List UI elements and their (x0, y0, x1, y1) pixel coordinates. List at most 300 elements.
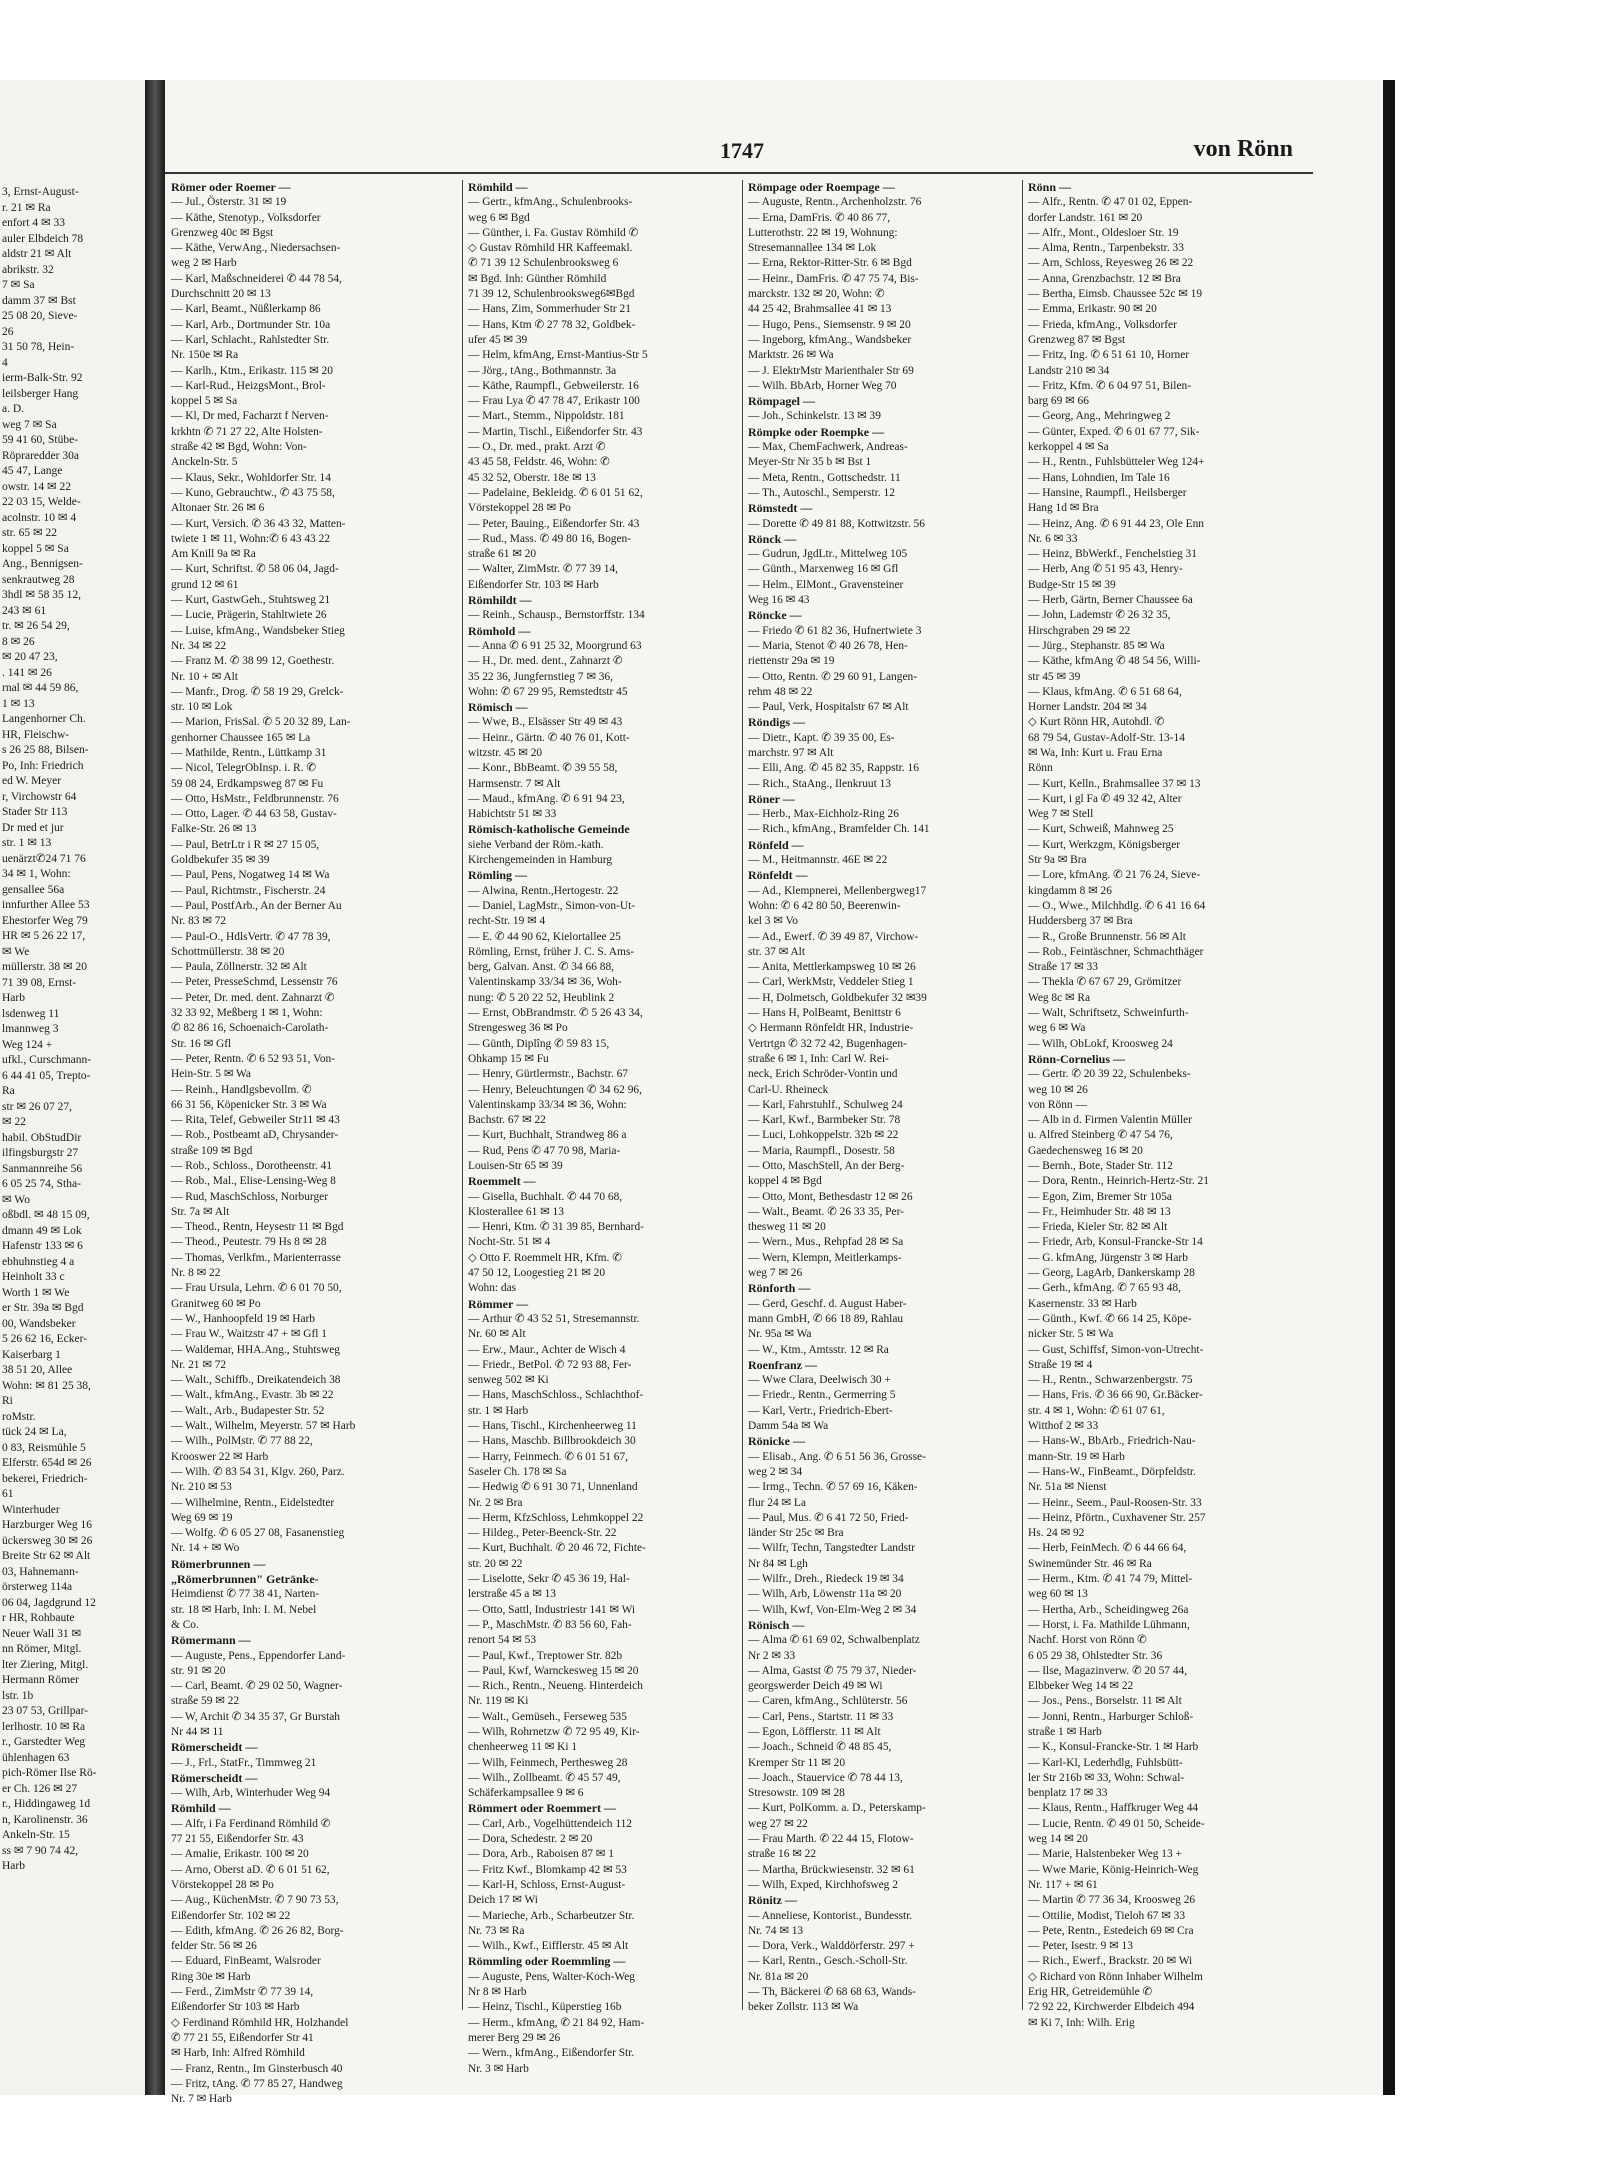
directory-line: — Irmg., Techn. ✆ 57 69 16, Käken- (748, 1481, 918, 1494)
directory-line: Nr 84 ✉ Lgh (748, 1557, 808, 1570)
directory-line: Huddersberg 37 ✉ Bra (1028, 915, 1133, 928)
directory-line: — Kurt, GastwGeh., Stuhtsweg 21 (171, 594, 331, 607)
directory-line: — Karl, Arb., Dortmunder Str. 10a (171, 318, 331, 331)
directory-line: Wohn: das (468, 1282, 517, 1295)
directory-line: — Caren, kfmAng., Schlüterstr. 56 (748, 1695, 908, 1708)
page-number: 1747 (720, 138, 764, 163)
directory-line: — Wilh, Exped, Kirchhofsweg 2 (748, 1878, 898, 1891)
directory-line: Granitweg 60 ✉ Po (171, 1297, 261, 1310)
directory-line: — W., Hanhoopfeld 19 ✉ Harb (171, 1312, 315, 1325)
directory-line: georgswerder Deich 49 ✉ Wi (748, 1680, 883, 1693)
left-page-line: . 141 ✉ 26 (2, 666, 52, 679)
directory-line: — Eduard, FinBeamt, Walsroder (171, 1955, 321, 1968)
directory-line: — Georg, LagArb, Dankerskamp 28 (1028, 1267, 1195, 1280)
directory-line: — Walt., kfmAng., Evastr. 3b ✉ 22 (171, 1389, 334, 1402)
directory-line: Harmsenstr. 7 ✉ Alt (468, 777, 561, 790)
directory-line: — Paul-O., HdlsVertr. ✆ 47 78 39, (171, 930, 331, 943)
directory-line: Nr. 14 + ✉ Wo (171, 1542, 240, 1555)
directory-line: — O., Dr. med., prakt. Arzt ✆ (468, 441, 606, 454)
directory-line: nicker Str. 5 ✉ Wa (1028, 1328, 1114, 1341)
directory-line: — Manfr., Drog. ✆ 58 19 29, Grelck- (171, 685, 344, 698)
directory-line: — Hans H, PolBeamt, Benittstr 6 (748, 1007, 901, 1020)
left-page-line: lmannweg 3 (2, 1023, 59, 1035)
directory-line: Deich 17 ✉ Wi (468, 1894, 538, 1907)
directory-line: weg 2 ✉ 34 (748, 1465, 803, 1478)
left-page-line: ilfingsburgstr 27 (2, 1147, 79, 1159)
directory-line: — Martin ✆ 77 36 34, Kroosweg 26 (1028, 1894, 1196, 1907)
directory-line: — Wolfg. ✆ 6 05 27 08, Fasanenstieg (171, 1527, 345, 1540)
directory-line: Römpage oder Roempage — (748, 180, 895, 194)
left-page-line: ✉ Wo (2, 1193, 30, 1206)
directory-line: marckstr. 132 ✉ 20, Wohn: ✆ (748, 288, 885, 301)
left-page-line: auler Elbdeich 78 (2, 232, 84, 245)
directory-line: — Carl, Arb., Vogelhüttendeich 112 (468, 1817, 632, 1830)
left-page-line: 26 (2, 325, 14, 338)
left-page-line: 0 83, Reismühle 5 (2, 1441, 86, 1454)
directory-line: — Wilh, Rohrnetzw ✆ 72 95 49, Kir- (468, 1725, 640, 1738)
directory-line: — Rud, Pens ✆ 47 70 98, Maria- (468, 1144, 621, 1157)
directory-line: Nr. 60 ✉ Alt (468, 1328, 526, 1341)
directory-line: — Ad., Ewerf. ✆ 39 49 87, Virchow- (748, 930, 919, 943)
directory-line: 72 92 22, Kirchwerder Elbdeich 494 (1028, 2001, 1195, 2014)
directory-line: kel 3 ✉ Vo (748, 915, 798, 928)
directory-line: — Hildeg., Peter-Beenck-Str. 22 (468, 1527, 617, 1540)
directory-line: — Hans, Ktm ✆ 27 78 32, Goldbek- (468, 318, 636, 331)
directory-line: — Edith, kfmAng. ✆ 26 26 82, Borg- (171, 1924, 344, 1937)
directory-line: Nr. 83 ✉ 72 (171, 915, 227, 928)
directory-line: — Henri, Ktm. ✆ 31 39 85, Bernhard- (468, 1221, 644, 1234)
directory-line: — Rob., Schloss., Dorotheenstr. 41 (171, 1160, 333, 1172)
directory-line: — Luise, kfmAng., Wandsbeker Stieg (171, 624, 345, 637)
directory-line: — Kurt, PolKomm. a. D., Peterskamp- (748, 1802, 926, 1815)
directory-line: — Gertr. ✆ 20 39 22, Schulenbeks- (1028, 1068, 1191, 1081)
directory-line: — Reinh., Schausp., Bernstorffstr. 134 (468, 609, 645, 622)
left-page-line: abrikstr. 32 (2, 263, 54, 276)
directory-line: genhorner Chaussee 165 ✉ La (171, 731, 311, 744)
directory-line: — Frau Ursula, Lehrn. ✆ 6 01 70 50, (171, 1282, 342, 1295)
directory-line: — Karl, Fahrstuhlf., Schulweg 24 (748, 1098, 903, 1111)
directory-line: chenheerweg 11 ✉ Ki 1 (468, 1741, 578, 1754)
directory-line: — Anita, Mettlerkampsweg 10 ✉ 26 (748, 961, 916, 974)
directory-line: — Arthur ✆ 43 52 51, Stresemannstr. (468, 1312, 640, 1325)
directory-line: — Walt., Arb., Budapester Str. 52 (171, 1404, 325, 1417)
left-page-line: leilsberger Hang (2, 387, 79, 400)
directory-line: Swinemünder Str. 46 ✉ Ra (1028, 1557, 1152, 1570)
directory-line: straße 1 ✉ Harb (1028, 1725, 1102, 1738)
directory-line: — Auguste, Pens., Eppendorfer Land- (171, 1649, 346, 1662)
directory-line: — Paul, Richtmstr., Fischerstr. 24 (171, 884, 326, 897)
directory-line: Straße 19 ✉ 4 (1028, 1358, 1093, 1371)
directory-line: Römisch — (468, 700, 528, 715)
directory-line: weg 7 ✉ 26 (748, 1267, 803, 1280)
directory-line: — Rich., Rentn., Neueng. Hinterdeich (468, 1680, 643, 1693)
directory-line: — W., Ktm., Amtsstr. 12 ✉ Ra (748, 1343, 889, 1356)
directory-line: Römpagel — (748, 394, 815, 409)
directory-line: — Bertha, Eimsb. Chaussee 52c ✉ 19 (1028, 288, 1203, 301)
directory-line: — Herb., Max-Eichholz-Ring 26 (748, 808, 899, 821)
directory-line: — Heinz, BbWerkf., Fenchelstieg 31 (1028, 548, 1197, 561)
directory-column-4 (1028, 180, 1298, 2031)
directory-line: straße 42 ✉ Bgd, Wohn: Von- (171, 441, 307, 454)
directory-line: Elbbeker Weg 14 ✉ 22 (1028, 1680, 1134, 1693)
left-page-line: 03, Hahnemann- (2, 1565, 79, 1578)
directory-line: — Elisab., Ang. ✆ 6 51 56 36, Grosse- (748, 1450, 926, 1463)
directory-line: Str 9a ✉ Bra (1028, 854, 1087, 867)
directory-line: straße 61 ✉ 20 (468, 548, 537, 561)
left-page-line: ss ✉ 7 90 74 42, (2, 1844, 79, 1857)
left-page-line: damm 37 ✉ Bst (2, 294, 76, 307)
directory-line: Römerscheidt — (171, 1740, 258, 1755)
directory-line: — Carl, Beamt. ✆ 29 02 50, Wagner- (171, 1680, 343, 1693)
directory-line: — Helm., ElMont., Gravensteiner (748, 578, 904, 591)
directory-line: — Hans, Lohndien, Im Tale 16 (1028, 471, 1170, 484)
left-page-line: 31 50 78, Hein- (2, 341, 75, 353)
directory-line: — Reinh., Handlgsbevollm. ✆ (171, 1083, 312, 1096)
directory-line: Meyer-Str Nr 35 b ✉ Bst 1 (748, 456, 872, 469)
directory-line: Horner Landstr. 204 ✉ 34 (1028, 701, 1147, 714)
left-page-line: 45 47, Lange (2, 465, 63, 477)
directory-line: Röncke — (748, 608, 802, 623)
directory-line: — Friedo ✆ 61 82 36, Hufnertwiete 3 (748, 624, 922, 637)
directory-line: Ohkamp 15 ✉ Fu (468, 1052, 549, 1065)
directory-line: — Friedr, Arb, Konsul-Francke-Str 14 (1028, 1236, 1203, 1249)
left-page-line: Elferstr. 654d ✉ 26 (2, 1457, 92, 1469)
left-page-line: str. 1 ✉ 13 (2, 837, 52, 849)
directory-line: — Heinr., DamFris. ✆ 47 75 74, Bis- (748, 272, 919, 285)
directory-line: — Heinr., Gärtn. ✆ 40 76 01, Kott- (468, 731, 630, 744)
directory-line: — Erna, Rektor-Ritter-Str. 6 ✉ Bgd (748, 257, 912, 270)
left-page-line: Ri (2, 1395, 13, 1407)
directory-line: — Gerh., kfmAng. ✆ 7 65 93 48, (1028, 1282, 1181, 1295)
directory-line: — Herm., Ktm. ✆ 41 74 79, Mittel- (1028, 1573, 1193, 1586)
directory-line: — K., Konsul-Francke-Str. 1 ✉ Harb (1028, 1741, 1199, 1754)
directory-line: — Käthe, VerwAng., Niedersachsen- (171, 242, 341, 255)
directory-line: — Paul, BetrLtr i R ✉ 27 15 05, (171, 838, 320, 851)
directory-line: — John, Lademstr ✆ 26 32 35, (1028, 609, 1171, 622)
directory-page (165, 80, 1383, 2106)
directory-line: Nr. 3 ✉ Harb (468, 2062, 529, 2075)
directory-line: — Alwina, Rentn.,Hertogestr. 22 (468, 884, 619, 897)
directory-line: — Karl, Beamt., Nüßlerkamp 86 (171, 303, 321, 316)
directory-line: — Otto, Mont, Bethesdastr 12 ✉ 26 (748, 1190, 913, 1203)
directory-line: Nr. 6 ✉ 33 (1028, 532, 1078, 545)
directory-line: — Klaus, Rentn., Haffkruger Weg 44 (1028, 1802, 1199, 1815)
left-page-line: ückersweg 30 ✉ 26 (2, 1534, 93, 1547)
left-page-line: Harb (2, 1860, 25, 1872)
directory-line: benplatz 17 ✉ 33 (1028, 1787, 1108, 1800)
directory-line: beker Zollstr. 113 ✉ Wa (748, 2001, 859, 2014)
directory-line: — Wilh. ✆ 83 54 31, Klgv. 260, Parz. (171, 1465, 345, 1478)
directory-line: Heimdienst ✆ 77 38 41, Narten- (171, 1588, 320, 1601)
left-page-fragment (0, 80, 145, 2095)
directory-line: — Horst, i. Fa. Mathilde Lühmann, (1028, 1618, 1190, 1631)
directory-line: „Römerbrunnen" Getränke- (171, 1572, 319, 1587)
directory-line: — Heinr., Seem., Paul-Roosen-Str. 33 (1028, 1496, 1202, 1509)
directory-line: grund 12 ✉ 61 (171, 578, 239, 591)
directory-line: Nr. 8 ✉ 22 (171, 1267, 221, 1280)
directory-line: str. 1 ✉ Harb (468, 1404, 529, 1417)
directory-line: Rönisch — (748, 1617, 805, 1632)
directory-line: — Nicol, TelegrObInsp. i. R. ✆ (171, 762, 316, 775)
directory-line: — Heinz, Tischl., Küperstieg 16b (468, 2001, 622, 2014)
directory-line: — Daniel, LagMstr., Simon-von-Ut- (468, 899, 636, 912)
directory-line: — Wilh. BbArb, Horner Weg 70 (748, 379, 897, 392)
directory-line: — Wilfr, Techn, Tangstedter Landstr (748, 1542, 916, 1555)
directory-line: Römhild — (171, 1801, 231, 1816)
directory-line: str. 4 ✉ 1, Wohn: ✆ 61 07 61, (1028, 1404, 1165, 1417)
directory-line: — Theod., Peutestr. 79 Hs 8 ✉ 28 (171, 1236, 327, 1249)
directory-line: — Wern., kfmAng., Eißendorfer Str. (468, 2047, 635, 2060)
directory-line: Nr. 10 + ✉ Alt (171, 670, 238, 683)
directory-line: — Anneliese, Kontorist., Bundesstr. (748, 1909, 913, 1922)
directory-line: 47 50 12, Loogestieg 21 ✉ 20 (468, 1267, 606, 1280)
left-page-line: Röpraredder 30a (2, 449, 79, 462)
directory-line: — Hans, MaschSchloss., Schlachthof- (468, 1389, 644, 1402)
directory-line: — Harry, Feinmech. ✆ 6 01 51 67, (468, 1450, 629, 1463)
left-page-line: enfort 4 ✉ 33 (2, 217, 65, 229)
directory-line: Nachf. Horst von Rönn ✆ (1028, 1634, 1147, 1647)
directory-line: straße 16 ✉ 22 (748, 1848, 817, 1861)
directory-line: Rönn — (1028, 180, 1072, 194)
directory-line: — Wern., Mus., Rehpfad 28 ✉ Sa (748, 1236, 904, 1249)
left-page-line: 5 26 62 16, Ecker- (2, 1333, 88, 1345)
left-page-line: weg 7 ✉ Sa (2, 418, 57, 431)
left-page-line: 6 05 25 74, Stha- (2, 1178, 81, 1190)
directory-line: — Wilhelmine, Rentn., Eidelstedter (171, 1496, 335, 1509)
directory-line: ufer 45 ✉ 39 (468, 333, 528, 346)
directory-line: twiete 1 ✉ 11, Wohn:✆ 6 43 43 22 (171, 532, 330, 545)
directory-line: — Martin, Tischl., Eißendorfer Str. 43 (468, 425, 643, 438)
directory-line: Nr. 117 + ✉ 61 (1028, 1878, 1098, 1891)
directory-line: Römisch-katholische Gemeinde (468, 822, 630, 837)
directory-line: — Rich., Ewerf., Brackstr. 20 ✉ Wi (1028, 1955, 1193, 1968)
directory-line: — Jonni, Rentn., Harburger Schloß- (1028, 1710, 1194, 1723)
directory-line: weg 10 ✉ 26 (1028, 1083, 1088, 1096)
directory-line: — Fr., Heimhuder Str. 48 ✉ 13 (1028, 1205, 1171, 1218)
directory-line: — G. kfmAng, Jürgenstr 3 ✉ Harb (1028, 1251, 1188, 1264)
directory-line: — Dietr., Kapt. ✆ 39 35 00, Es- (748, 731, 895, 744)
directory-line: — Peter, Dr. med. dent. Zahnarzt ✆ (171, 991, 335, 1004)
directory-line: renort 54 ✉ 53 (468, 1634, 537, 1647)
directory-line: Vörstekoppel 28 ✉ Po (171, 1878, 274, 1891)
left-page-line: dmann 49 ✉ Lok (2, 1224, 82, 1237)
directory-line: Rönforth — (748, 1281, 811, 1296)
left-page-line: Heinholt 33 c (2, 1271, 65, 1283)
directory-line: — Walt., Schiffb., Dreikatendeich 38 (171, 1374, 341, 1387)
directory-line: koppel 5 ✉ Sa (171, 395, 238, 408)
directory-line: weg 14 ✉ 20 (1028, 1833, 1088, 1846)
directory-line: — Herb, Gärtn, Berner Chaussee 6a (1028, 594, 1193, 607)
left-page-line: a. D. (2, 403, 25, 415)
directory-line: ◇ Otto F. Roemmelt HR, Kfm. ✆ (468, 1251, 622, 1264)
left-page-line: 06 04, Jagdgrund 12 (2, 1596, 96, 1609)
left-page-line: 23 07 53, Grillpar- (2, 1705, 89, 1717)
directory-line: — Peter, PresseSchmd, Lessenstr 76 (171, 976, 338, 989)
directory-line: str 45 ✉ 39 (1028, 670, 1081, 683)
directory-line: Rönfeld — (748, 837, 804, 852)
directory-line: & Co. (171, 1618, 199, 1631)
directory-line: — Frau Lya ✆ 47 78 47, Erikastr 100 (468, 395, 640, 408)
directory-line: felder Str. 56 ✉ 26 (171, 1940, 257, 1953)
directory-line: — Auguste, Pens, Walter-Koch-Weg (468, 1970, 635, 1983)
directory-line: — Heinz, Ang. ✆ 6 91 44 23, Ole Enn (1028, 517, 1204, 530)
directory-line: rehm 48 ✉ 22 (748, 685, 813, 698)
directory-line: u. Alfred Steinberg ✆ 47 54 76, (1028, 1129, 1173, 1142)
directory-line: — Thekla ✆ 67 67 29, Grömitzer (1028, 976, 1182, 989)
directory-line: str. 20 ✉ 22 (468, 1557, 523, 1570)
directory-line: — Rich., StaAng., Ilenkruut 13 (748, 777, 892, 790)
directory-line: Hs. 24 ✉ 92 (1028, 1527, 1085, 1540)
directory-line: — Marion, FrisSal. ✆ 5 20 32 89, Lan- (171, 716, 351, 729)
directory-line: straße 59 ✉ 22 (171, 1695, 240, 1708)
left-page-text (2, 185, 142, 1875)
directory-line: — Theod., Rentn, Heysestr 11 ✉ Bgd (171, 1221, 344, 1234)
directory-line: ✉ Wa, Inh: Kurt u. Frau Erna (1028, 746, 1163, 759)
left-page-line: lter Ziering, Mitgl. (2, 1658, 89, 1671)
directory-line: Lutterothstr. 22 ✉ 19, Wohnung: (748, 226, 898, 239)
left-page-line: ed W. Meyer (2, 775, 62, 787)
directory-line: — Wilfr., Dreh., Riedeck 19 ✉ 34 (748, 1573, 904, 1586)
directory-line: 71 39 12, Schulenbrooksweg6✉Bgd (468, 288, 635, 301)
left-page-line: s 26 25 88, Bilsen- (2, 744, 89, 756)
left-page-line: 243 ✉ 61 (2, 604, 47, 617)
directory-line: — H, Dolmetsch, Goldbekufer 32 ✉39 (748, 991, 927, 1004)
directory-line: kingdamm 8 ✉ 26 (1028, 884, 1112, 897)
directory-line: senweg 502 ✉ Ki (468, 1374, 549, 1387)
directory-line: — Hertha, Arb., Scheidingweg 26a (1028, 1603, 1189, 1616)
directory-line: — Jörg., tAng., Bothmannstr. 3a (468, 364, 617, 377)
directory-line: — Rud., Mass. ✆ 49 80 16, Bogen- (468, 532, 632, 545)
directory-line: Nr 44 ✉ 11 (171, 1725, 224, 1738)
directory-line: — Jürg., Stephanstr. 85 ✉ Wa (1028, 639, 1165, 652)
directory-line: Roenfranz — (748, 1357, 817, 1372)
directory-line: Rönck — (748, 531, 797, 546)
directory-line: — Herm., kfmAng, ✆ 21 84 92, Ham- (468, 2016, 645, 2029)
left-page-line: Neuer Wall 31 ✉ (2, 1627, 82, 1640)
directory-line: ✆ 71 39 12 Schulenbrooksweg 6 (468, 257, 619, 270)
directory-line: — Karl-Rud., HeizgsMont., Brol- (171, 379, 326, 392)
left-page-line: müllerstr. 38 ✉ 20 (2, 961, 88, 973)
directory-line: — Otto, Sattl, Industriestr 141 ✉ Wi (468, 1603, 636, 1616)
directory-line: — Kurt, Buchhalt, Strandweg 86 a (468, 1129, 627, 1142)
left-page-line: n, Karolinenstr. 36 (2, 1813, 88, 1826)
left-page-line: 61 (2, 1488, 14, 1500)
left-page-line: Ra (2, 1085, 15, 1097)
left-page-line: örsterweg 114a (2, 1581, 73, 1593)
directory-line: — Kurt, i gl Fa ✆ 49 32 42, Alter (1028, 792, 1182, 805)
directory-line: Schäferkampsallee 9 ✉ 6 (468, 1787, 584, 1800)
left-page-line: str. 65 ✉ 22 (2, 527, 58, 539)
directory-line: — Jul., Österstr. 31 ✉ 19 (171, 196, 287, 209)
left-page-line: 3, Ernst-August- (2, 186, 79, 198)
directory-line: Valentinskamp 33/34 ✉ 36, Woh- (468, 976, 622, 989)
left-page-line: Winterhuder (2, 1503, 60, 1516)
directory-line: — Hans, Maschb. Billbrookdeich 30 (468, 1435, 636, 1448)
left-page-line: ✉ We (2, 945, 30, 958)
directory-line: — W, Archit ✆ 34 35 37, Gr Burstah (171, 1710, 341, 1723)
directory-line: Weg 7 ✉ Stell (1028, 808, 1094, 821)
directory-line: Grenzweg 40c ✉ Bgst (171, 226, 274, 239)
directory-line: Bachstr. 67 ✉ 22 (468, 1114, 546, 1127)
directory-line: — Käthe, Raumpfl., Gebweilerstr. 16 (468, 379, 639, 392)
directory-line: — Herb, FeinMech. ✆ 6 44 66 64, (1028, 1542, 1187, 1555)
directory-line: flur 24 ✉ La (748, 1496, 806, 1509)
left-page-line: ufkl., Curschmann- (2, 1054, 92, 1066)
directory-line: merer Berg 29 ✉ 26 (468, 2031, 561, 2044)
directory-line: — Otto, MaschStell, An der Berg- (748, 1160, 905, 1172)
directory-line: — Max, ChemFachwerk, Andreas- (748, 441, 908, 454)
directory-line: Nr. 210 ✉ 53 (171, 1481, 232, 1494)
directory-line: — Herm, KfzSchloss, Lehmkoppel 22 (468, 1511, 644, 1524)
directory-line: — Gerd, Geschf. d. August Haber- (748, 1297, 907, 1310)
directory-line: — Marie, Halstenbeker Weg 13 + (1028, 1848, 1182, 1861)
directory-line: weg 60 ✉ 13 (1028, 1588, 1088, 1601)
directory-line: Rönn-Cornelius — (1028, 1051, 1126, 1066)
directory-line: — Joach., Schneid ✆ 48 85 45, (748, 1741, 892, 1754)
directory-line: — Karl, Vertr., Friedrich-Ebert- (748, 1404, 893, 1417)
directory-line: Witthof 2 ✉ 33 (1028, 1420, 1099, 1433)
directory-line: — Wilh., PolMstr. ✆ 77 88 22, (171, 1435, 313, 1448)
directory-line: — Kurt, Werkzgm, Königsberger (1028, 838, 1181, 851)
directory-line: — Wilh, ObLokf, Kroosweg 24 (1028, 1037, 1173, 1050)
directory-line: — Herb, Ang ✆ 51 95 43, Henry- (1028, 563, 1183, 576)
directory-line: Rönn (1028, 762, 1053, 775)
directory-line: Nr. 21 ✉ 72 (171, 1358, 227, 1371)
directory-column-3 (748, 180, 1018, 2016)
column-divider (462, 180, 463, 2010)
directory-line: ✉ Harb, Inh: Alfred Römhild (171, 2047, 305, 2060)
left-page-line: tück 24 ✉ La, (2, 1426, 67, 1438)
directory-line: lerstraße 45 a ✉ 13 (468, 1588, 556, 1601)
directory-line: — Erw., Maur., Achter de Wisch 4 (468, 1343, 626, 1356)
left-page-line: ebhuhnstieg 4 a (2, 1255, 75, 1268)
directory-line: — Wilh., Zollbeamt. ✆ 45 57 49, (468, 1771, 621, 1784)
directory-line: — Franz M. ✆ 38 99 12, Goethestr. (171, 655, 335, 668)
book-gutter (145, 80, 165, 2095)
left-page-line: owstr. 14 ✉ 22 (2, 480, 72, 493)
directory-line: Hang 1d ✉ Bra (1028, 502, 1099, 515)
directory-line: — Thomas, Verlkfm., Marienterrasse (171, 1251, 341, 1264)
directory-line: — Klaus, kfmAng. ✆ 6 51 68 64, (1028, 685, 1182, 698)
directory-line: — Georg, Ang., Mehringweg 2 (1028, 410, 1171, 423)
directory-line: — Th., Autoschl., Semperstr. 12 (748, 486, 895, 499)
left-page-line: innfurther Allee 53 (2, 899, 90, 911)
directory-line: str. 18 ✉ Harb, Inh: I. M. Nebel (171, 1603, 317, 1616)
left-page-line: ierm-Balk-Str. 92 (2, 372, 83, 384)
directory-line: weg 27 ✉ 22 (748, 1817, 808, 1830)
directory-line: Durchschnitt 20 ✉ 13 (171, 288, 271, 301)
left-page-line: 00, Wandsbeker (2, 1317, 76, 1330)
directory-line: — O., Wwe., Milchhdlg. ✆ 6 41 16 64 (1028, 899, 1206, 912)
directory-line: Nr. 2 ✉ Bra (468, 1496, 523, 1509)
directory-line: — Alfr, i Fa Ferdinand Römhild ✆ (171, 1817, 331, 1830)
directory-line: — Alma ✆ 61 69 02, Schwalbenplatz (748, 1634, 920, 1647)
directory-line: ◇ Ferdinand Römhild HR, Holzhandel (171, 2016, 349, 2029)
directory-line: Nr 2 ✉ 33 (748, 1649, 796, 1662)
directory-line: — Karl, Maßschneiderei ✆ 44 78 54, (171, 272, 342, 285)
directory-line: Krooswer 22 ✉ Harb (171, 1450, 269, 1463)
left-page-line: 1 ✉ 13 (2, 697, 35, 710)
directory-line: — Kl, Dr med, Facharzt f Nerven- (171, 410, 329, 423)
directory-line: ler Str 216b ✉ 33, Wohn: Schwal- (1028, 1771, 1185, 1784)
directory-line: — Anna, Grenzbachstr. 12 ✉ Bra (1028, 272, 1181, 285)
left-page-line: 34 ✉ 1, Wohn: (2, 868, 71, 880)
directory-line: — Frau Marth. ✆ 22 44 15, Flotow- (748, 1833, 914, 1846)
directory-line: siehe Verband der Röm.-kath. (468, 838, 604, 851)
directory-line: — Rob., Postbeamt aD, Chrysander- (171, 1129, 339, 1142)
directory-line: — Gertr., kfmAng., Schulenbrooks- (468, 196, 633, 209)
directory-line: weg 2 ✉ Harb (171, 257, 237, 270)
